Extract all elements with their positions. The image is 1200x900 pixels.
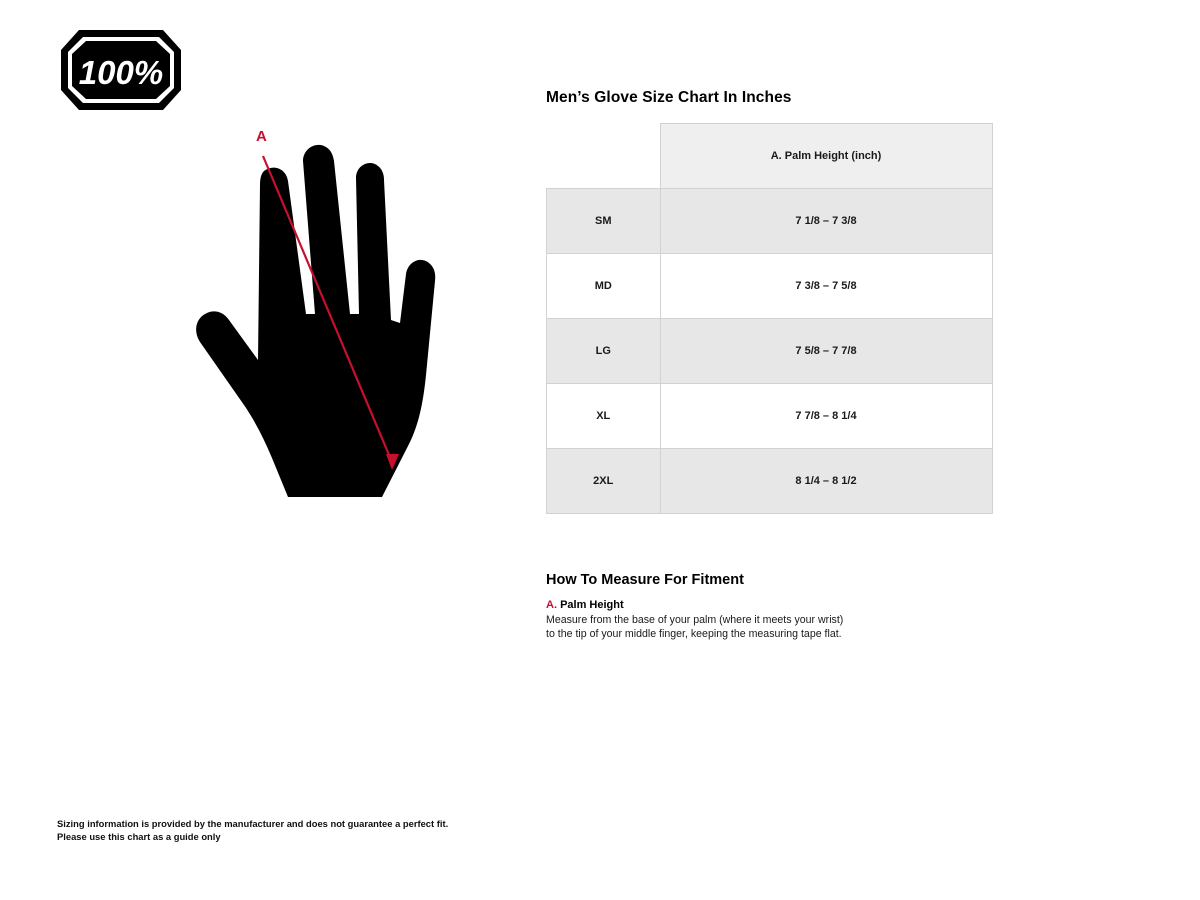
hand-illustration bbox=[160, 128, 530, 518]
how-to-measure-body: Measure from the base of your palm (where it meets your wrist) to the tip of your middle finger, keeping the measuring tape flat. bbox=[546, 614, 844, 641]
size-chart-table bbox=[546, 123, 993, 514]
page-title: Men’s Glove Size Chart In Inches bbox=[546, 89, 792, 106]
table-row bbox=[547, 253, 993, 318]
table-header-palm-height: A. Palm Height (inch) bbox=[660, 124, 992, 189]
disclaimer bbox=[57, 818, 448, 843]
measure-marker: A. bbox=[546, 599, 557, 611]
cell-size: LG bbox=[547, 318, 661, 383]
table-row bbox=[547, 383, 993, 448]
logo-icon bbox=[59, 28, 183, 112]
table-row bbox=[547, 318, 993, 383]
logo-text: 100% bbox=[78, 54, 164, 91]
cell-size: XL bbox=[547, 383, 661, 448]
cell-palm-height: 7 5/8 – 7 7/8 bbox=[660, 318, 992, 383]
how-to-measure-subtitle bbox=[546, 599, 624, 611]
measure-subtitle-text: Palm Height bbox=[560, 599, 624, 611]
disclaimer-line-2: Please use this chart as a guide only bbox=[57, 830, 221, 842]
table-header-row bbox=[547, 124, 993, 189]
measure-label-a: A bbox=[256, 128, 268, 145]
cell-size: MD bbox=[547, 253, 661, 318]
how-to-measure-title: How To Measure For Fitment bbox=[546, 572, 744, 588]
disclaimer-line-1: Sizing information is provided by the manufacturer and does not guarantee a perfect fit. bbox=[57, 818, 449, 829]
cell-palm-height: 7 7/8 – 8 1/4 bbox=[660, 383, 992, 448]
table-row bbox=[547, 188, 993, 253]
cell-size: 2XL bbox=[547, 448, 661, 513]
table-row bbox=[547, 448, 993, 513]
cell-size: SM bbox=[547, 188, 661, 253]
table-header-blank bbox=[547, 124, 661, 189]
cell-palm-height: 8 1/4 – 8 1/2 bbox=[660, 448, 992, 513]
cell-palm-height: 7 1/8 – 7 3/8 bbox=[660, 188, 992, 253]
cell-palm-height: 7 3/8 – 7 5/8 bbox=[660, 253, 992, 318]
hundred-percent-logo bbox=[59, 28, 183, 112]
hand-silhouette-icon bbox=[160, 128, 530, 518]
